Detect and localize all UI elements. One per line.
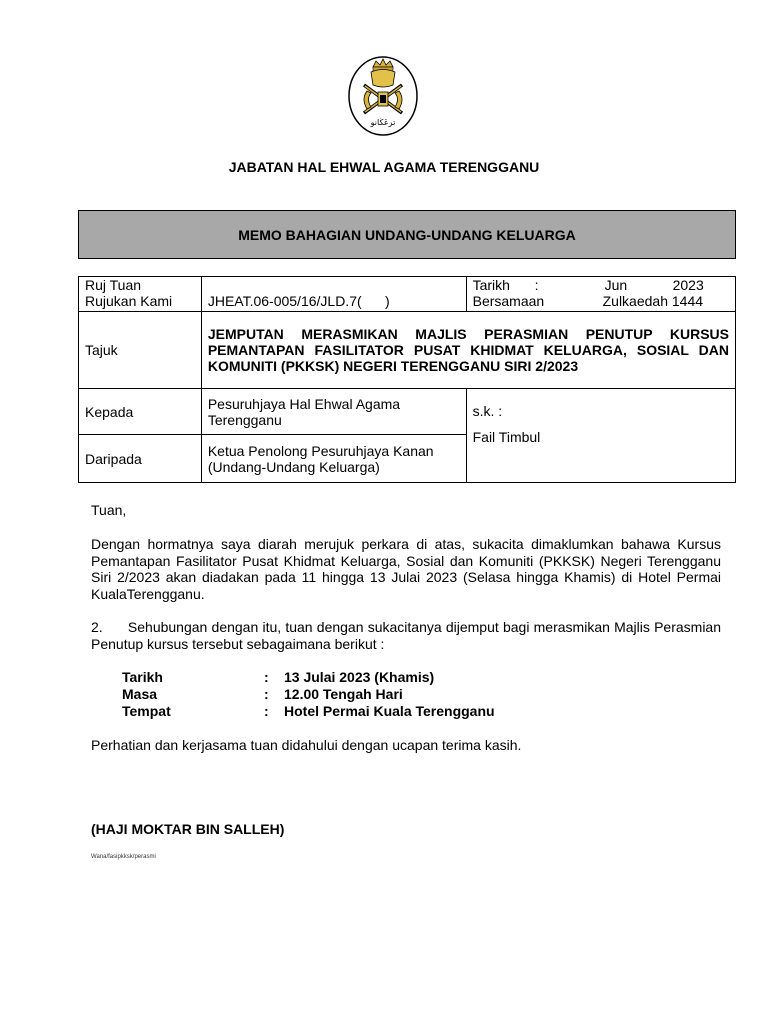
detail-value: 13 Julai 2023 (Khamis): [284, 669, 435, 685]
paragraph-2: 2. Sehubungan dengan itu, tuan dengan sukacitanya dijemput bagi merasmikan Majlis Perasmian Penutup kursus tersebut sebagaimana berikut :: [91, 619, 725, 652]
detail-row-masa: [122, 686, 722, 703]
detail-label: Tempat: [122, 703, 171, 719]
rujukan-kami-value: JHEAT.06-005/16/JLD.7( ): [207, 293, 390, 309]
detail-label: Tarikh: [122, 669, 163, 685]
signatory-name: (HAJI MOKTAR BIN SALLEH): [91, 821, 285, 837]
closing-remark: Perhatian dan kerjasama tuan didahului dengan ucapan terima kasih.: [91, 737, 522, 753]
detail-colon: :: [264, 669, 269, 685]
daripada-label: Daripada: [79, 435, 202, 483]
sk-cell: [466, 389, 735, 483]
event-details: [122, 669, 722, 720]
terengganu-crest-icon: [347, 55, 419, 137]
paragraph-1: Dengan hormatnya saya diarah merujuk perkara di atas, sukacita dimaklumkan bahawa Kursus Pemantapan Fasilitator Pusat Khidmat Keluarga, Sosial dan Komuniti (PKKSK) Negeri Terengganu Siri 2/2023 akan diadakan pada 11 hingga 13 Julai 2023 (Selasa hingga Khamis) di Hotel Permai KualaTerengganu.: [91, 536, 721, 602]
tarikh-colon: :: [534, 277, 539, 293]
kepada-label: Kepada: [79, 389, 202, 435]
detail-value: Hotel Permai Kuala Terengganu: [284, 703, 495, 719]
detail-label: Masa: [122, 686, 158, 702]
detail-value: 12.00 Tengah Hari: [284, 686, 403, 702]
date-cell: [466, 277, 735, 312]
daripada-value: Ketua Penolong Pesuruhjaya Kanan (Undang-Undang Keluarga): [201, 435, 466, 483]
detail-row-tempat: [122, 703, 722, 720]
rujukan-kami-label: Rujukan Kami: [85, 293, 173, 309]
detail-colon: :: [264, 686, 269, 702]
tajuk-label: Tajuk: [79, 312, 202, 389]
reference-labels-cell: [79, 277, 202, 312]
sk-value: Fail Timbul: [472, 429, 541, 445]
subject-text: JEMPUTAN MERASMIKAN MAJLIS PERASMIAN PENUTUP KURSUS PEMANTAPAN FASILITATOR PUSAT KHIDMAT KELUARGA, SOSIAL DAN KOMUNITI (PKKSK) NEGERI TERENGGANU SIRI 2/2023: [207, 326, 729, 374]
tarikh-year: 2023: [672, 277, 704, 293]
detail-colon: :: [264, 703, 269, 719]
bersamaan-label: Bersamaan: [472, 293, 545, 309]
kepada-value: Pesuruhjaya Hal Ehwal Agama Terengganu: [201, 389, 466, 435]
subject-cell: [201, 312, 735, 389]
sk-label: s.k. :: [472, 403, 503, 419]
memo-title: MEMO BAHAGIAN UNDANG-UNDANG KELUARGA: [238, 226, 576, 243]
tarikh-label: Tarikh: [472, 277, 510, 293]
detail-row-tarikh: [122, 669, 722, 686]
salutation: Tuan,: [91, 502, 127, 518]
organization-title: JABATAN HAL EHWAL AGAMA TERENGGANU: [228, 159, 540, 175]
svg-text:ترڠڬانو: ترڠڬانو: [370, 118, 396, 127]
ruj-tuan-label: Ruj Tuan: [85, 277, 142, 293]
bersamaan-value: Zulkaedah 1444: [602, 293, 704, 309]
tarikh-month: Jun: [604, 277, 628, 293]
memo-title-box: [78, 210, 736, 259]
reference-values-cell: [201, 277, 466, 312]
memo-header-table: [78, 276, 736, 483]
file-reference: Wana/fasipkksk/perasmi: [91, 854, 156, 860]
